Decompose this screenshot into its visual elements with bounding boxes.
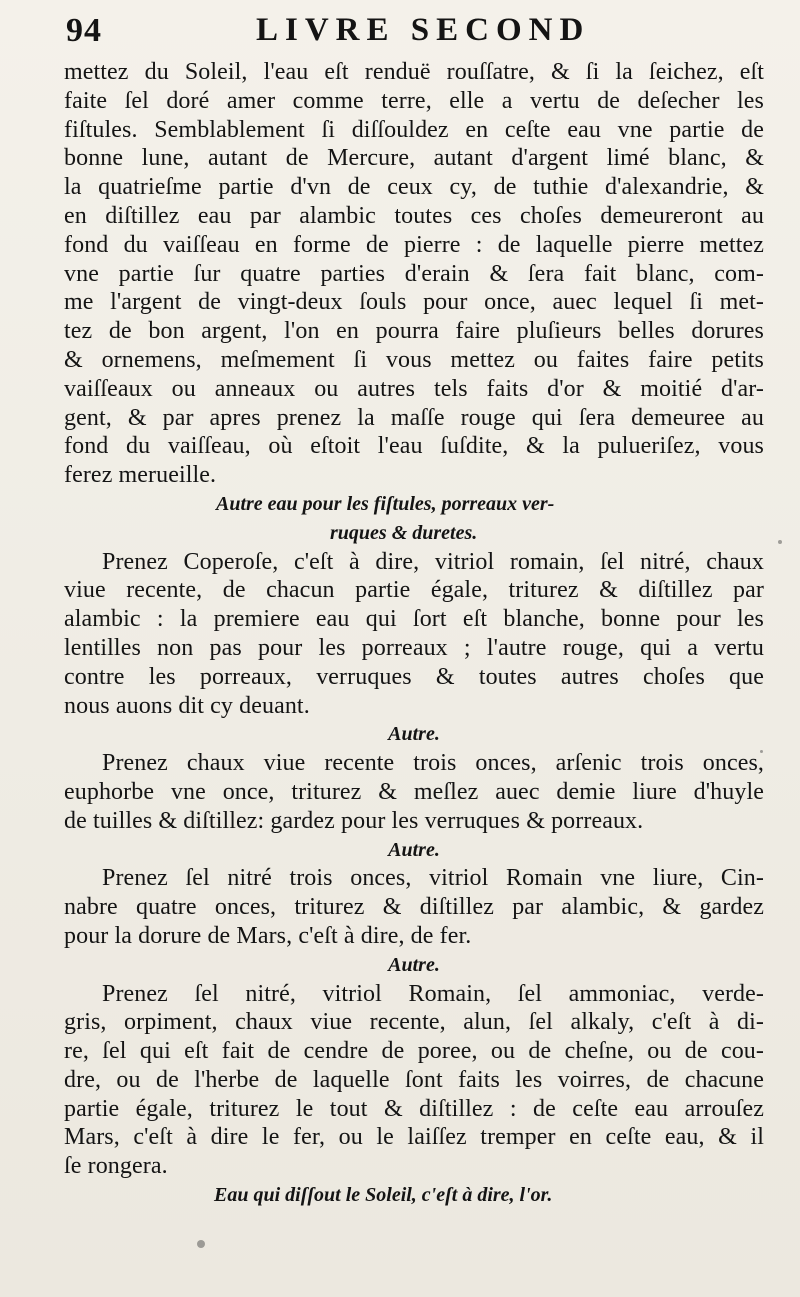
text-line: la quatrieſme partie d'vn de ceux cy, de tuthie d'alexandrie, &	[64, 174, 764, 201]
text-line: tez de bon argent, l'on en pourra faire pluſieurs belles dorures	[64, 318, 764, 345]
text-line: de tuilles & diſtillez: gardez pour les verruques & porreaux.	[64, 807, 644, 834]
paragraph-1	[64, 58, 764, 490]
text-line: fiſtules. Semblablement ſi diſſouldez en ceſte eau vne partie de	[64, 116, 764, 143]
text-line: ferez merueille.	[64, 462, 217, 489]
text-line: & ornemens, meſmement ſi vous mettez ou faites faire petits	[64, 346, 764, 373]
text-line: Prenez Coperoſe, c'eſt à dire, vitriol romain, ſel nitré, chaux	[102, 548, 764, 575]
ink-blot	[197, 1240, 205, 1248]
text-line: viue recente, de chacun partie égale, triturez & diſtillez par	[64, 577, 764, 604]
text-line: vne partie ſur quatre parties d'erain & ſera fait blanc, com-	[64, 260, 764, 287]
text-line: nabre quatre onces, triturez & diſtillez par alambic, & gardez	[64, 894, 764, 921]
section-heading: Autre.	[388, 953, 440, 976]
text-line: lentilles non pas pour les porreaux ; l'autre rouge, qui a vertu	[64, 634, 764, 661]
section-heading-continued: ruques & duretes.	[330, 521, 478, 544]
section-heading: Autre.	[388, 838, 440, 861]
text-line: gris, orpiment, chaux viue recente, alun, ſel alkaly, c'eſt à di-	[64, 1009, 764, 1036]
text-line: Prenez ſel nitré, vitriol Romain, ſel ammoniac, verde-	[102, 980, 764, 1007]
text-line: bonne lune, autant de Mercure, autant d'argent limé blanc, &	[64, 145, 764, 172]
text-line: vaiſſeaux ou anneaux ou autres tels faits d'or & moitié d'ar-	[64, 375, 764, 402]
text-line: mettez du Soleil, l'eau eſt renduë rouſſatre, & ſi la ſeichez, eſt	[64, 59, 764, 85]
text-line: pour la dorure de Mars, c'eſt à dire, de fer.	[64, 922, 472, 949]
paragraph-3	[64, 749, 764, 835]
text-line: en diſtillez eau par alambic toutes ces choſes demeureront au	[64, 202, 764, 229]
text-line: Prenez chaux viue recente trois onces, arſenic trois onces,	[102, 750, 764, 777]
text-line: partie égale, triturez le tout & diſtillez : de ceſte eau arrouſez	[64, 1095, 764, 1122]
section-heading: Autre eau pour les fiſtules, porreaux ver-	[216, 492, 555, 515]
text-line: me l'argent de vingt-deux ſouls pour once, auec lequel ſi met-	[64, 289, 764, 316]
text-line: euphorbe vne once, triturez & meſlez auec demie liure d'huyle	[64, 778, 764, 805]
text-line: dre, ou de l'herbe de laquelle ſont faits les voirres, de chacune	[64, 1066, 764, 1093]
ink-blot	[778, 540, 782, 544]
text-line: nous auons dit cy deuant.	[64, 692, 310, 719]
text-line: Prenez ſel nitré trois onces, vitriol Romain vne liure, Cin-	[102, 865, 764, 892]
text-line: fond du vaiſſeau, où eſtoit l'eau ſuſdite, & la pulueriſez, vous	[64, 433, 764, 460]
text-line: re, ſel qui eſt fait de cendre de poree, ou de cheſne, ou de cou-	[64, 1038, 764, 1065]
paragraph-2	[64, 548, 764, 721]
section-heading: Eau qui diſſout le Soleil, c'eſt à dire, l'or.	[214, 1184, 553, 1207]
ink-blot	[760, 750, 763, 753]
text-line: ſe rongera.	[64, 1153, 168, 1180]
text-line: Mars, c'eſt à dire le fer, ou le laiſſez tremper en ceſte eau, & il	[64, 1124, 764, 1151]
text-line: faite ſel doré amer comme terre, elle a vertu de deſecher les	[64, 87, 764, 114]
section-heading: Autre.	[388, 723, 440, 746]
running-title: LIVRE SECOND	[256, 12, 591, 48]
paragraph-5	[64, 980, 764, 1182]
page-number: 94	[66, 12, 102, 49]
text-line: fond du vaiſſeau en forme de pierre : de laquelle pierre mettez	[64, 231, 764, 258]
text-line: gent, & par apres prenez la maſſe rouge qui ſera demeuree au	[64, 404, 764, 431]
text-line: alambic : la premiere eau qui ſort eſt blanche, bonne pour les	[64, 606, 764, 633]
main-text	[64, 58, 764, 1210]
paragraph-4	[64, 864, 764, 950]
page-header	[66, 12, 760, 56]
text-line: contre les porreaux, verruques & toutes autres choſes que	[64, 663, 764, 690]
